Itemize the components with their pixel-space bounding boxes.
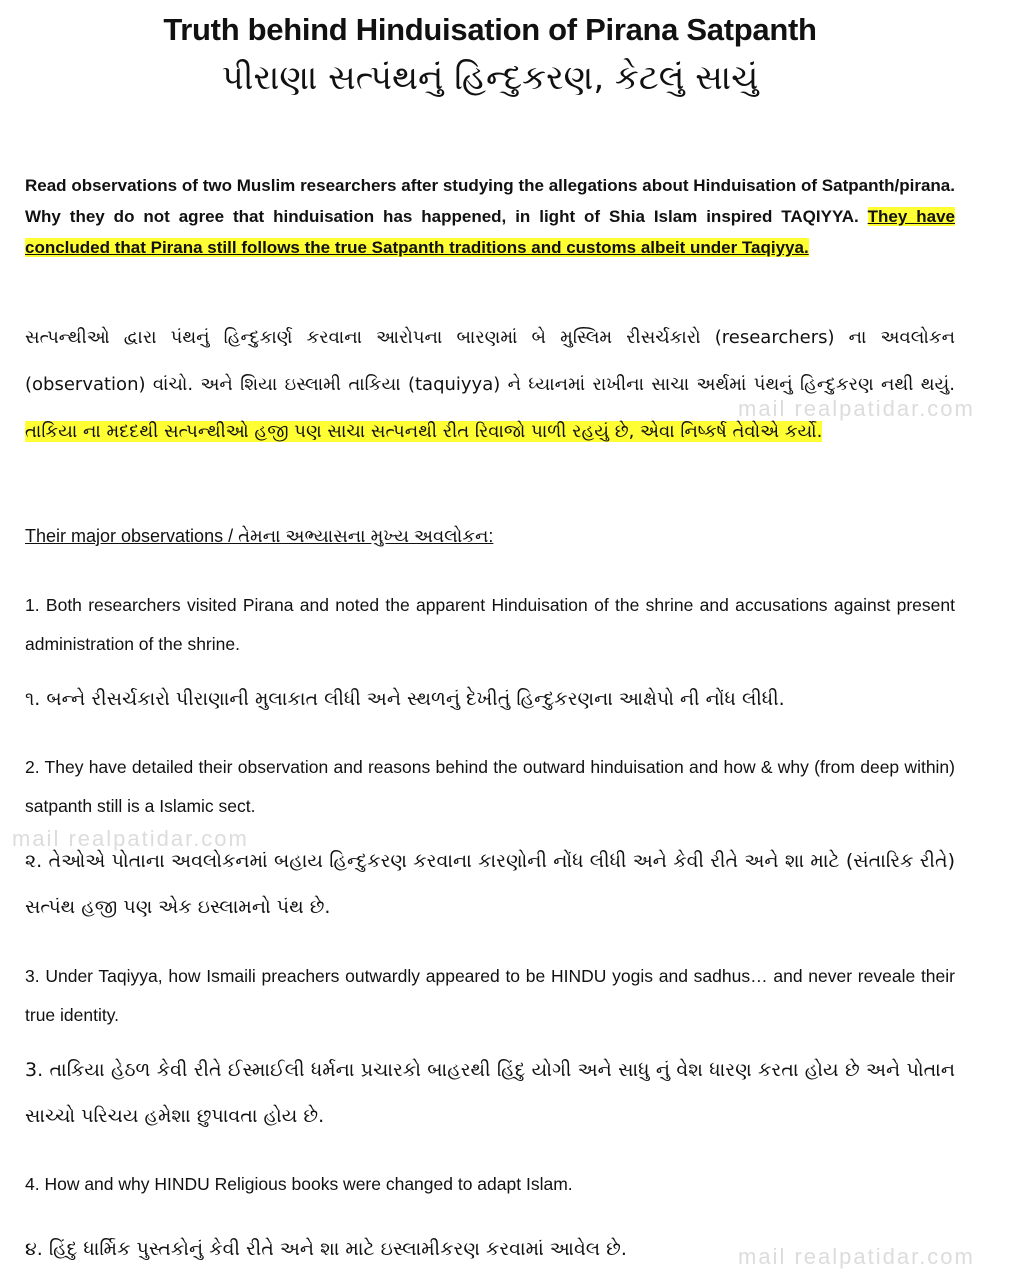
intro-text: Read observations of two Muslim researchers after studying the allegations about Hinduisation of Satpanth/pirana. Why they do not agree that hinduisation has happened, in light of Shia Islam inspired TAQIYYA. [25, 176, 955, 226]
observation-2-gujarati: ૨. તેઓએ પોતાના અવલોકનમાં બહાય હિન્દુકરણ કરવાના કારણોની નોંધ લીધી અને કેવી રીતે અને શા માટે (સંતારિક રીતે) સત્પંથ હજી પણ એક ઇસ્લામનો પંથ છે. [25, 850, 955, 918]
observation-4-english: 4. How and why HINDU Religious books were changed to adapt Islam. [25, 1174, 573, 1194]
watermark-text: mail realpatidar.com [12, 826, 249, 851]
watermark-text: mail realpatidar.com [738, 1244, 975, 1269]
intro-highlighted-conclusion-gujarati: તાકિયા ના મદદથી સત્પન્થીઓ હજી પણ સાચા સત્પનથી રીત રિવાજો પાળી રહયું છે, એવા નિષ્કર્ષ તેવોએ કર્યો. [25, 421, 823, 442]
observation-3-gujarati: 3. તાકિયા હેઠળ કેવી રીતે ઈસ્માઈલી ધર્મના પ્રચારકો બાહરથી હિંદુ યોગી અને સાધુ નું વેશ ધારણ કરતા હોય છે અને પોતાન સાચ્ચો પરિચય હમેશા છુપાવતા હોય છે. [25, 1059, 955, 1127]
observation-2-english: 2. They have detailed their observation and reasons behind the outward hinduisation and how & why (from deep within) satpanth still is a Islamic sect. [25, 757, 955, 816]
watermark-text: mail realpatidar.com [738, 396, 975, 421]
intro-text-gujarati: સત્પન્થીઓ દ્વારા પંથનું હિન્દુકાર્ણ કરવાના આરોપના બારણમાં બે મુસ્લિમ રીસર્ચકારો (researchers) ના અવલોકન (observation) વાંચો. અને શિયા ઇસ્લામી તાકિયા (taquiyya) ને ધ્યાનમાં રાખીના સાચા અર્થમાં પંથનું હિન્દુકરણ નથી થયું. [25, 327, 955, 395]
observation-1-english: 1. Both researchers visited Pirana and noted the apparent Hinduisation of the shrine and accusations against present administration of the shrine. [25, 595, 955, 654]
intro-paragraph-english [25, 170, 955, 263]
observation-1-gujarati: ૧. બન્ને રીસર્ચકારો પીરાણાની મુલાકાત લીધી અને સ્થળનું દેખીતું હિન્દુકરણના આક્ષેપો ની નોંધ લીધી. [25, 688, 785, 710]
intro-paragraph-gujarati [25, 314, 955, 455]
observations-heading: Their major observations / તેમના અભ્યાસના મુખ્ય અવલોકન: [25, 526, 494, 546]
intro-highlighted-conclusion: They have concluded that Pirana still follows the true Satpanth traditions and customs albeit under Taqiyya. [25, 207, 956, 257]
page-title: Truth behind Hinduisation of Pirana Satpanth [163, 12, 817, 47]
observation-4-gujarati: ૪. હિંદુ ધાર્મિક પુસ્તકોનું કેવી રીતે અને શા માટે ઇસ્લામીકરણ કરવામાં આવેલ છે. [25, 1238, 627, 1260]
observation-3-english: 3. Under Taqiyya, how Ismaili preachers outwardly appeared to be HINDU yogis and sadhus… and never reveale their true identity. [25, 966, 955, 1025]
page-title-gujarati: પીરાણા સત્પંથનું હિન્દુકરણ, કેટલું સાચું [221, 58, 759, 98]
